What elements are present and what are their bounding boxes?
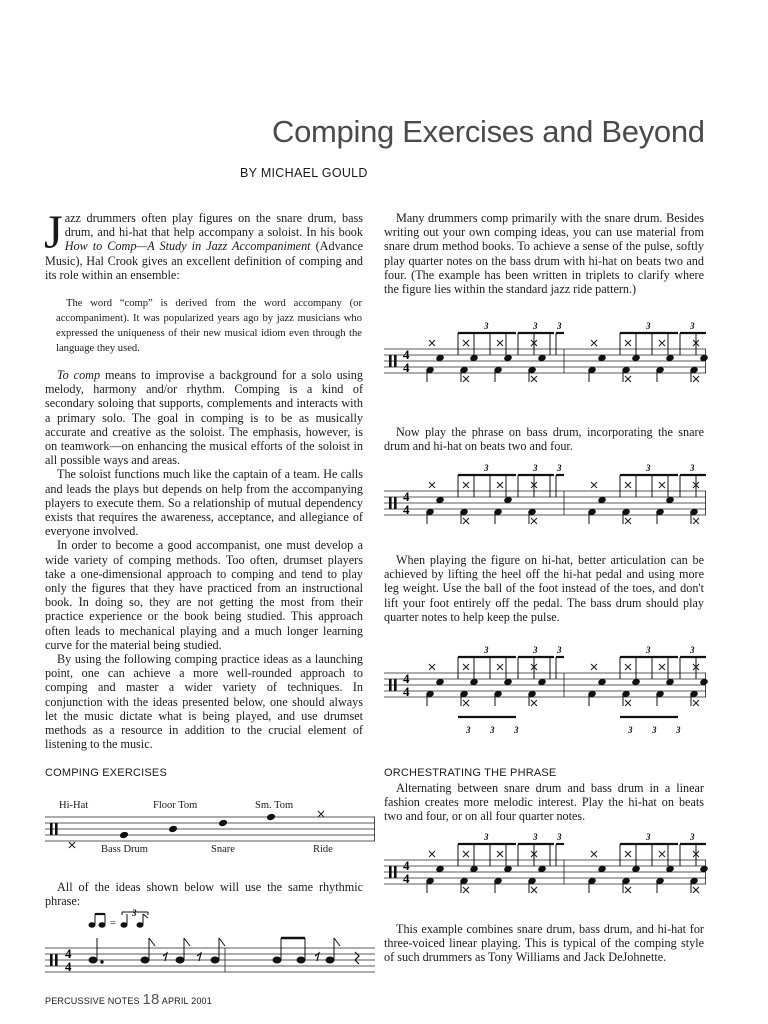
ride-x-note (659, 664, 665, 670)
heading-comping-exercises: COMPING EXERCISES (45, 767, 167, 779)
bass-drum-note (119, 831, 129, 840)
drum-key-staff (45, 795, 375, 860)
triplet-label: 3 (484, 832, 489, 842)
ride-x-note (625, 664, 631, 670)
intro-paragraph (44, 206, 363, 282)
paragraph-accompanist: In order to become a good accompanist, one must develop a wide variety of comping methods. Too often, drumset players take a one-dimensional approach to comping and tend to play only the figures that they have practiced from an instructional book. In doing so, they are not getting the most from their practice experience or the book being studied. This approach often leads to mechanical playing and a much longer learning curve for the material being studied. (45, 538, 363, 652)
key-label-ride: Ride (313, 844, 333, 855)
snare-note (436, 354, 444, 361)
small-tom-note (266, 813, 276, 822)
snare-note (470, 865, 478, 872)
ride-x-note (625, 482, 631, 488)
ride-x-note (497, 851, 503, 857)
snare-note (666, 496, 674, 503)
paragraph-practice-ideas: By using the following comping practice ideas as a launching point, one can achieve a more well-rounded approach to comping and master a wider variety of techniques. In conjunction with the ideas presented below, one should always let the music dictate what is being played, and use drumset methods as a resource in addition to the crucial element of listening to the music. (45, 652, 363, 752)
ride-x-note (659, 851, 665, 857)
ride-x-note (625, 340, 631, 346)
triplet-label: 3 (466, 725, 471, 735)
hihat-x-note (463, 376, 469, 382)
triplet-label: 3 (646, 645, 651, 655)
snare-note (666, 865, 674, 872)
snare-note (700, 865, 708, 872)
snare-note (504, 865, 512, 872)
triplet-label: 3 (533, 832, 538, 842)
paragraph-three-voiced: This example combines snare drum, bass drum, and hi-hat for three-voiced linear playing. This is typical of the comping style of such drummers as Tony Williams and Jack DeJohnette. (384, 922, 704, 965)
percussion-clef (389, 679, 392, 691)
page-footer (45, 991, 212, 1008)
ride-x-note (591, 340, 597, 346)
footer-page-number: 18 (142, 991, 160, 1008)
key-label-smtom: Sm. Tom (255, 800, 294, 811)
paragraph-linear-fashion: Alternating between snare drum and bass drum in a linear fashion creates more melodic interest. Play the hi-hat on beats two and four, or on all four quarter notes. (384, 781, 704, 824)
triplet-label: 3 (533, 463, 538, 473)
ride-x-note (625, 851, 631, 857)
time-sig-top: 4 (403, 347, 410, 362)
snare-note (436, 678, 444, 685)
snare-note (504, 354, 512, 361)
hihat-x-note (693, 887, 699, 893)
article-title: Comping Exercises and Beyond (272, 114, 705, 149)
snare-note (504, 678, 512, 685)
ride-x-note (497, 482, 503, 488)
ride-x-note (429, 664, 435, 670)
triplet-label: 3 (676, 725, 681, 735)
snare-note (598, 678, 606, 685)
time-sig-top: 4 (403, 489, 410, 504)
paragraph-soloist: The soloist functions much like the captain of a team. He calls and leads the plays but depends on help from the accompanying players to execute them. So a relationship of mutual dependency exists that requires the awareness, acceptance, and allegiance of everyone involved. (45, 467, 363, 539)
snare-note (218, 819, 228, 828)
book-title: How to Comp—A Study in Jazz Accompaniment (64, 239, 311, 254)
percussion-clef (389, 497, 392, 509)
snare-note (700, 354, 708, 361)
time-sig-bottom: 4 (65, 959, 72, 974)
rhythm-intro: All of the ideas shown below will use the same rhythmic phrase: (45, 880, 363, 909)
equals-sign: = (110, 918, 116, 929)
time-sig-bottom: 4 (403, 502, 410, 517)
drop-cap: J (44, 206, 63, 259)
intro-text-2: (Advance Music), Hal Crook gives an excellent definition of comping and its role within an ensemble: (45, 239, 363, 282)
hihat-x-note (69, 842, 75, 848)
hihat-x-note (463, 700, 469, 706)
triplet-label: 3 (484, 463, 489, 473)
snare-note (598, 865, 606, 872)
snare-note (598, 496, 606, 503)
floor-tom-note (168, 825, 178, 834)
paragraph-to-comp: To comp means to improvise a background for a solo using melody, harmony and/or rhythm. Comping is a kind of secondary soloing that supports, complements and interacts with a primary solo. The goal in comping is to be as musically accurate and creative as the soloist. The emphasis, however, is on teamwork—on enhancing the musical efforts of the soloist in all possible ways and areas. (45, 368, 363, 468)
hihat-x-note (531, 700, 537, 706)
time-sig-top: 4 (403, 858, 410, 873)
triplet-label: 3 (646, 321, 651, 331)
left-column-body (45, 368, 363, 751)
triplet-label: 3 (628, 725, 633, 735)
triplet-label: 3 (514, 725, 519, 735)
ride-x-note (659, 482, 665, 488)
snare-note (436, 865, 444, 872)
triplet-label: 3 (646, 463, 651, 473)
hihat-x-note (693, 376, 699, 382)
snare-note (666, 678, 674, 685)
triplet-label: 3 (490, 725, 495, 735)
hihat-x-note (463, 887, 469, 893)
quote-text: The word “comp” is derived from the word accompany (or accompaniment). It was popularized years ago by jazz musicians who expressed the uniqueness of their new musical idiom even through the language they used. (56, 298, 362, 354)
triplet-label: 3 (484, 645, 489, 655)
ride-x-note (463, 340, 469, 346)
triplet-label: 3 (690, 463, 695, 473)
ride-x-note (497, 340, 503, 346)
hihat-x-note (531, 887, 537, 893)
snare-note (632, 865, 640, 872)
key-label-hihat: Hi-Hat (59, 800, 89, 811)
swing-equivalence (88, 908, 168, 929)
snare-note (538, 678, 546, 685)
hihat-x-note (625, 887, 631, 893)
heading-orchestrating: ORCHESTRATING THE PHRASE (384, 767, 557, 779)
ride-x-note (463, 664, 469, 670)
snare-note (666, 354, 674, 361)
example-staff-4 (384, 830, 706, 910)
snare-note (632, 678, 640, 685)
triplet-label: 3 (557, 832, 562, 842)
example-staff-1 (384, 319, 706, 399)
snare-note (470, 354, 478, 361)
ride-x-note (463, 851, 469, 857)
term-to-comp: To comp (57, 368, 101, 382)
hihat-x-note (625, 376, 631, 382)
ride-x-note (659, 340, 665, 346)
hihat-x-note (693, 700, 699, 706)
triplet-label: 3 (690, 832, 695, 842)
ride-x-note (429, 851, 435, 857)
time-sig-top: 4 (403, 671, 410, 686)
hihat-x-note (625, 518, 631, 524)
triplet-label: 3 (484, 321, 489, 331)
percussion-clef (389, 866, 392, 878)
rhythmic-phrase-staff (45, 936, 375, 991)
snare-note (470, 678, 478, 685)
percussion-clef (50, 823, 53, 835)
percussion-clef (389, 355, 392, 367)
key-label-floortom: Floor Tom (153, 800, 198, 811)
ride-x-note (591, 851, 597, 857)
snare-note (700, 678, 708, 685)
triplet-label: 3 (557, 321, 562, 331)
triplet-label: 3 (557, 463, 562, 473)
svg-text:3: 3 (132, 908, 137, 918)
snare-note (504, 496, 512, 503)
paragraph-hihat-figure: When playing the figure on hi-hat, better articulation can be achieved by lifting the heel off the hi-hat pedal and using more leg weight. Use the ball of the foot instead of the toes, and don't lift your foot entirely off the pedal. The bass drum should play quarter notes to help keep the pulse. (384, 553, 704, 624)
byline: BY MICHAEL GOULD (240, 166, 368, 180)
time-sig-bottom: 4 (403, 360, 410, 375)
key-label-bassdrum: Bass Drum (101, 844, 148, 855)
hihat-x-note (625, 700, 631, 706)
triplet-label: 3 (652, 725, 657, 735)
block-quote (56, 296, 362, 356)
paragraph-snare-comping: Many drummers comp primarily with the snare drum. Besides writing out your own comping ideas, you can use material from snare drum method books. To achieve a sense of the pulse, softly play quarter notes on the bass drum with hi-hat on beats two and four. (The example has been written in triplets to clarify where the figure lies within the standard jazz ride pattern.) (384, 211, 704, 297)
hihat-x-note (693, 518, 699, 524)
ride-x-note (591, 482, 597, 488)
example-staff-2 (384, 461, 706, 541)
snare-note (538, 354, 546, 361)
ride-x-note (429, 482, 435, 488)
triplet-label: 3 (690, 321, 695, 331)
time-sig-bottom: 4 (403, 871, 410, 886)
snare-note (598, 354, 606, 361)
snare-note (538, 865, 546, 872)
ride-x-note (591, 664, 597, 670)
footer-magazine: PERCUSSIVE NOTES (45, 996, 140, 1006)
key-label-snare: Snare (211, 844, 235, 855)
footer-date: APRIL 2001 (161, 996, 212, 1006)
triplet-label: 3 (533, 321, 538, 331)
time-sig-bottom: 4 (403, 684, 410, 699)
triplet-label: 3 (646, 832, 651, 842)
hihat-x-note (531, 518, 537, 524)
triplet-label: 3 (533, 645, 538, 655)
ride-x-note (429, 340, 435, 346)
time-sig-top: 4 (65, 946, 72, 961)
triplet-label: 3 (690, 645, 695, 655)
intro-text-1: azz drummers often play figures on the snare drum, bass drum, and hi-hat that help accompany a soloist. In his book (64, 211, 363, 240)
paragraph-bass-drum-phrase: Now play the phrase on bass drum, incorporating the snare drum and hi-hat on beats two and four. (384, 425, 704, 454)
ride-x-note (463, 482, 469, 488)
snare-note (436, 496, 444, 503)
hihat-x-note (463, 518, 469, 524)
triplet-label: 3 (557, 645, 562, 655)
hihat-x-note (531, 376, 537, 382)
ride-x-note (497, 664, 503, 670)
ride-x-note (318, 811, 324, 817)
snare-note (632, 354, 640, 361)
example-staff-3 (384, 643, 706, 743)
